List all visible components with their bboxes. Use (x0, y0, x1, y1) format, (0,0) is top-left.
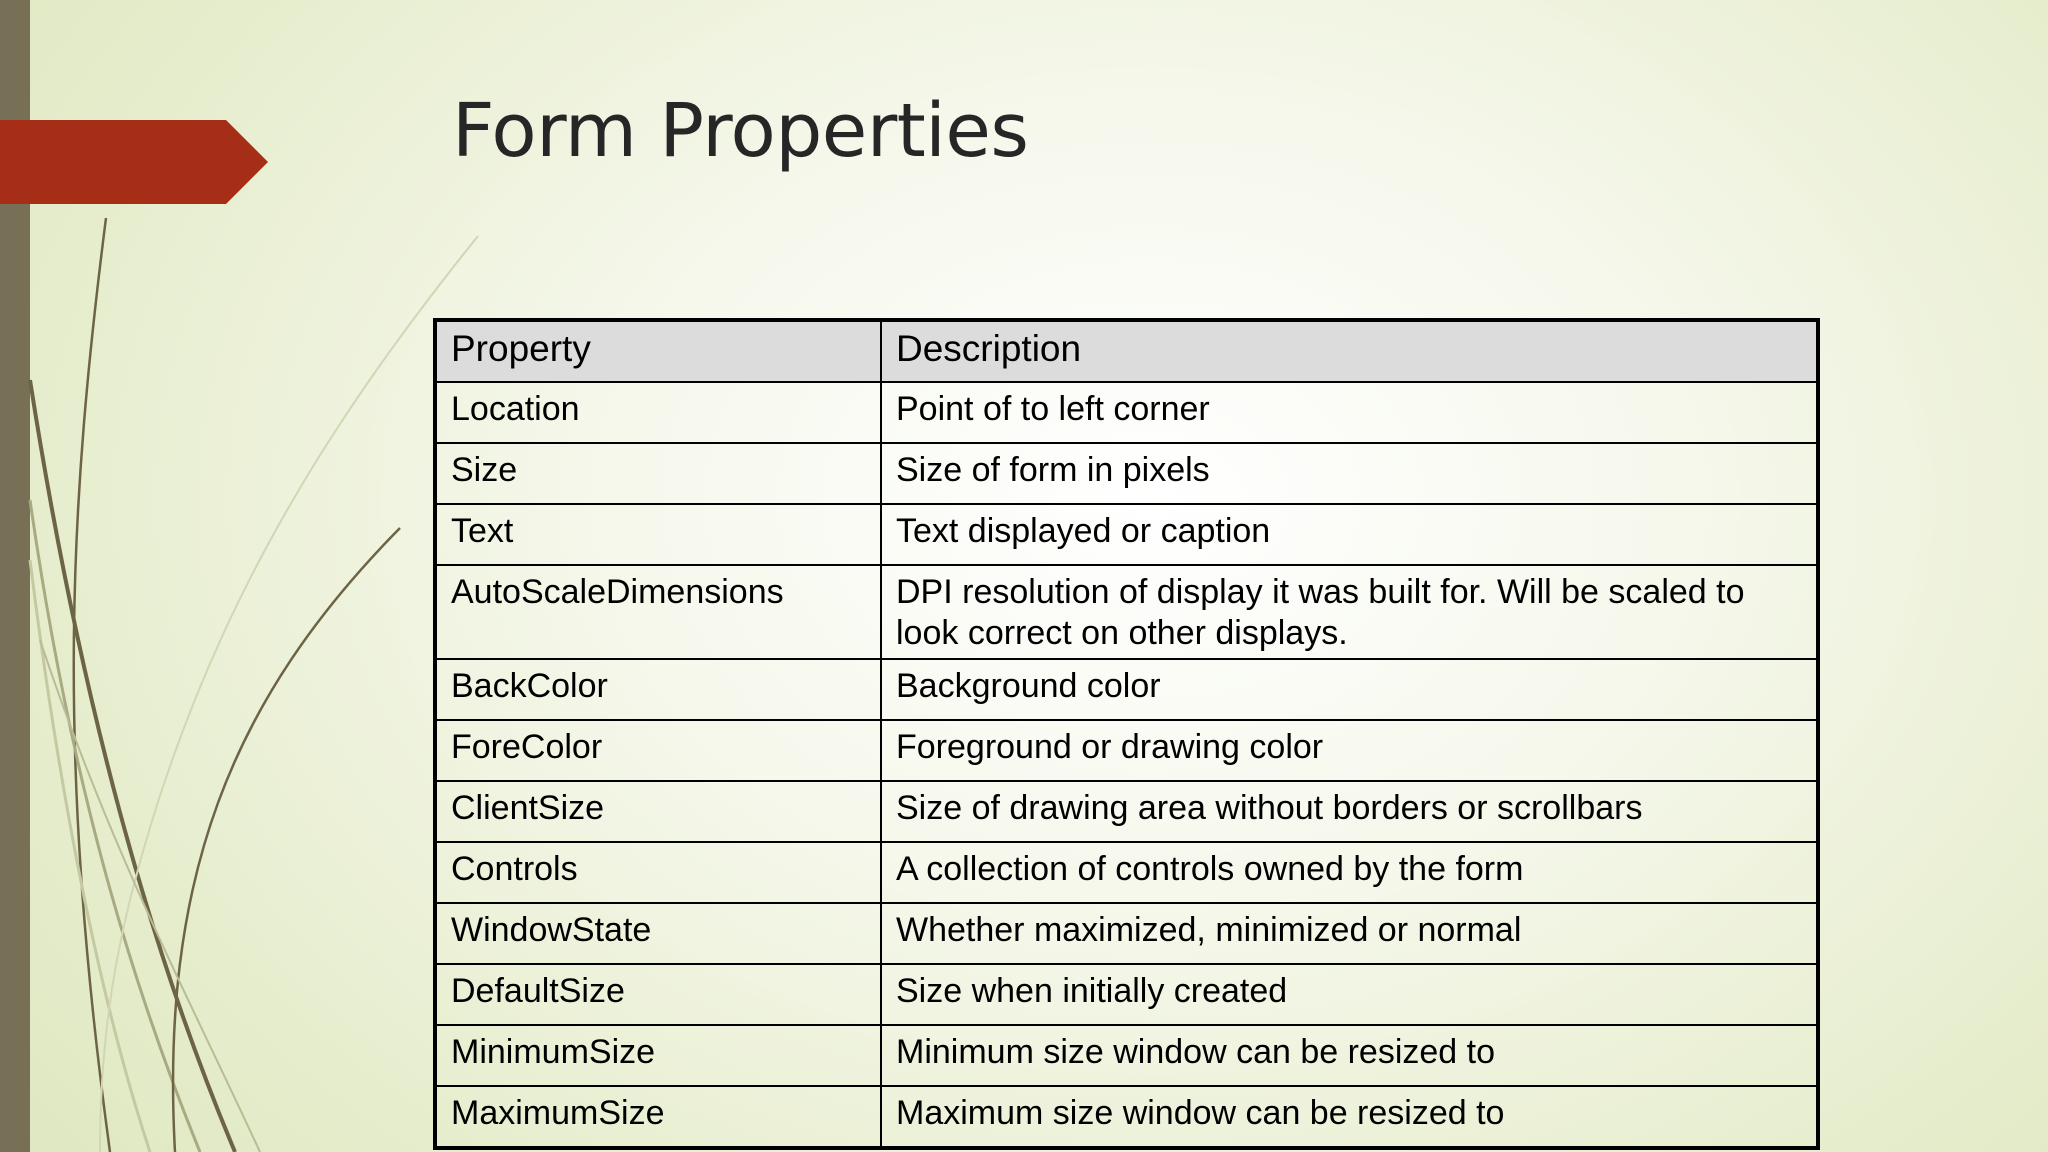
table-row (435, 659, 1818, 720)
property-name-cell: ForeColor (435, 720, 881, 781)
property-name-cell: DefaultSize (435, 964, 881, 1025)
property-name-cell: Controls (435, 842, 881, 903)
property-description-cell: Point of to left corner (881, 382, 1818, 443)
table-row (435, 964, 1818, 1025)
property-name-cell: Size (435, 443, 881, 504)
property-description-cell: Background color (881, 659, 1818, 720)
table-row (435, 382, 1818, 443)
page-title: Form Properties (452, 88, 1029, 174)
property-description-cell: Text displayed or caption (881, 504, 1818, 565)
table-row (435, 781, 1818, 842)
property-name-cell: ClientSize (435, 781, 881, 842)
property-description-cell: Maximum size window can be resized to (881, 1086, 1818, 1148)
properties-table (433, 318, 1820, 1150)
property-description-cell: Minimum size window can be resized to (881, 1025, 1818, 1086)
property-description-cell: DPI resolution of display it was built for. Will be scaled to look correct on other displays. (881, 565, 1818, 659)
table-row (435, 504, 1818, 565)
column-header-description: Description (881, 320, 1818, 382)
property-name-cell: MaximumSize (435, 1086, 881, 1148)
property-name-cell: AutoScaleDimensions (435, 565, 881, 659)
property-name-cell: Text (435, 504, 881, 565)
table-row (435, 1086, 1818, 1148)
property-description-cell: Size when initially created (881, 964, 1818, 1025)
property-description-cell: Size of drawing area without borders or scrollbars (881, 781, 1818, 842)
column-header-property: Property (435, 320, 881, 382)
property-name-cell: MinimumSize (435, 1025, 881, 1086)
table-row (435, 842, 1818, 903)
title-pointer-shape (0, 0, 280, 210)
property-name-cell: Location (435, 382, 881, 443)
table-row (435, 903, 1818, 964)
table-row (435, 1025, 1818, 1086)
table-row (435, 565, 1818, 659)
table-row (435, 720, 1818, 781)
property-name-cell: BackColor (435, 659, 881, 720)
property-description-cell: Whether maximized, minimized or normal (881, 903, 1818, 964)
property-description-cell: A collection of controls owned by the form (881, 842, 1818, 903)
property-name-cell: WindowState (435, 903, 881, 964)
table-row (435, 443, 1818, 504)
property-description-cell: Size of form in pixels (881, 443, 1818, 504)
table-header-row (435, 320, 1818, 382)
property-description-cell: Foreground or drawing color (881, 720, 1818, 781)
